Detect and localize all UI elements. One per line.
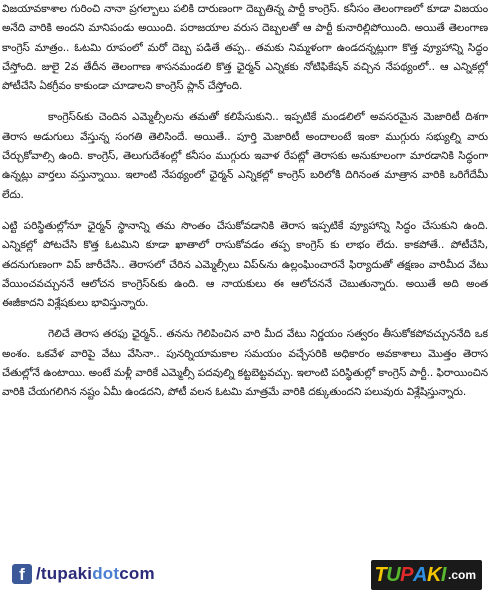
logo-letter-k: K [426,563,441,586]
article-body [2,0,488,552]
tupaki-logo [371,560,483,590]
article-paragraph-3: ఎట్టి పరిస్థితుల్లోనూ ఛైర్మన్ స్థానాన్ని తమ సొంతం చేసుకోవడానికి తెరాస ఇప్పటికే వ్యూహాన్ని సిద్ధం చేసుకుని ఉంది. ఎన్నికల్లో పోటచేసి కొత్త ఓటమిని కూడా ఖాతాలో రాసుకోవడం తప్ప కాంగ్రెస్ కు లాభం లేదు. కాకపోతే.. పోటీచేసి, తదనుగుణంగా విప్ జారీచేసి.. తెరాసలో చేరిన ఎమ్మెల్సీలు విప్&ను ఉల్లంఘించారనే ఫిర్యాదుతో తక్షణం వారిమీద వేటు వేయించవచ్చుననే ఆలోచన కాంగ్రెస్&కు ఉంది. ఆ నాయకులు ఈ ఆలోచననే చెబుతున్నారు. అయితే అది అంత ఈజీకాదని విశ్లేషకులు భావిస్తున్నారు. [2,219,488,310]
logo-domain-suffix: .com [447,568,476,582]
facebook-handle-dot: dot [92,564,120,583]
facebook-handle-prefix: /tupaki [36,564,93,583]
article-paragraph-2: కాంగ్రెస్&కు చెందిన ఎమ్మెల్సీలను తమతో కలిపేసుకుని.. ఇప్పటికే మండలిలో అవసరమైన మెజారిటీ దిశగా తెరాస అడుగులు వేస్తున్న సంగతి తెలిసిందే. అయితే.. పూర్తి మెజారిటీ అందాలంటే ఇంకా ముగ్గురు సభ్యుల్ని వారు చేర్చుకోవాల్సి ఉంది. కాంగ్రెస్, తెలుగుదేశంల్లో కనీసం ముగ్గురు ఇవాళ రేపట్లో తెరాసకు అనుకూలంగా మారడానికి సిద్ధంగా ఉన్నట్లు వార్తలు వస్తున్నాయి. ఇలాంటి నేపథ్యంలో ఛైర్మన్ ఎన్నికల్లో కాంగ్రెస్ బరిలోకి దిగినంత మాత్రాన వారికి ఒరిగేదేమీ లేదు. [2,111,488,201]
article-paragraph-4: గెలిచే తెరాస తరఫు ఛైర్మన్.. తనను గెలిపించిన వారి మీద వేటు నిర్ణయం సత్వరం తీసుకోకపోవచ్చుననేది ఒక అంశం. ఒకవేళ వారిపై వేటు వేసినా.. పునర్నియామకాల సమయం వచ్చేసరికి అధికారం అవకాశాలు మొత్తం తెరాస చేతుల్లోనే ఉంటాయి. అంటే మళ్లీ వారికే ఎమ్మెల్సీ పదవుల్ని కట్టబెట్టవచ్చు. ఇలాంటి పరిస్థితుల్లో కాంగ్రెస్ పార్టీ.. ఫిరాయించిన వారికి చేయగలిగిన నష్టం ఏమీ ఉండదని, పోటీ వలన ఓటమి మాత్రమే వారికి దక్కుతుందని పలువురు విశ్లేషిస్తున్నారు. [2,328,488,399]
facebook-handle [36,564,155,584]
logo-letter-i: I [440,563,446,586]
facebook-handle-suffix: com [119,564,155,583]
logo-letter-u: U [386,563,401,586]
footer-bar [0,558,492,592]
logo-letter-p: P [400,563,414,586]
facebook-icon: f [12,564,32,584]
logo-letter-a: A [413,563,427,586]
logo-letter-t: T [374,563,387,586]
article-paragraph-1: విజయావకాశాల గురించి నానా ప్రగల్బాలు పలికి దారుణంగా దెబ్బతిన్న పార్టీ కాంగ్రెస్. కనీసం తెలంగాణలో కూడా విజయం అనేది వారికి అందని మానిపండు అయింది. పరాజయాల వరుస దెబ్బలతో ఆ పార్టీ కునారిల్లిపోయింది. అయితే తెలంగాణ కాంగ్రెస్ మాత్రం.. ఓటమి రూపంలో మరో దెబ్బ పడితే తప్ప.. తమకు నిమ్మళంగా ఉండదన్నట్లుగా కొత్త వ్యూహాన్ని సిద్ధం చేస్తోంది. జులై 2వ తేదీన తెలంగాణ శాసనమండలి కొత్త ఛైర్మన్ ఎన్నికకు నోటిఫికేషన్ వచ్చిన నేపథ్యంలో.. ఆ ఎన్నికల్లో పోటీచేసి ఏకగ్రీవం కాకుండా చూడాలని కాంగ్రెస్ ప్లాన్ చేస్తోంది. [2,3,488,93]
facebook-page-link[interactable] [12,562,155,586]
